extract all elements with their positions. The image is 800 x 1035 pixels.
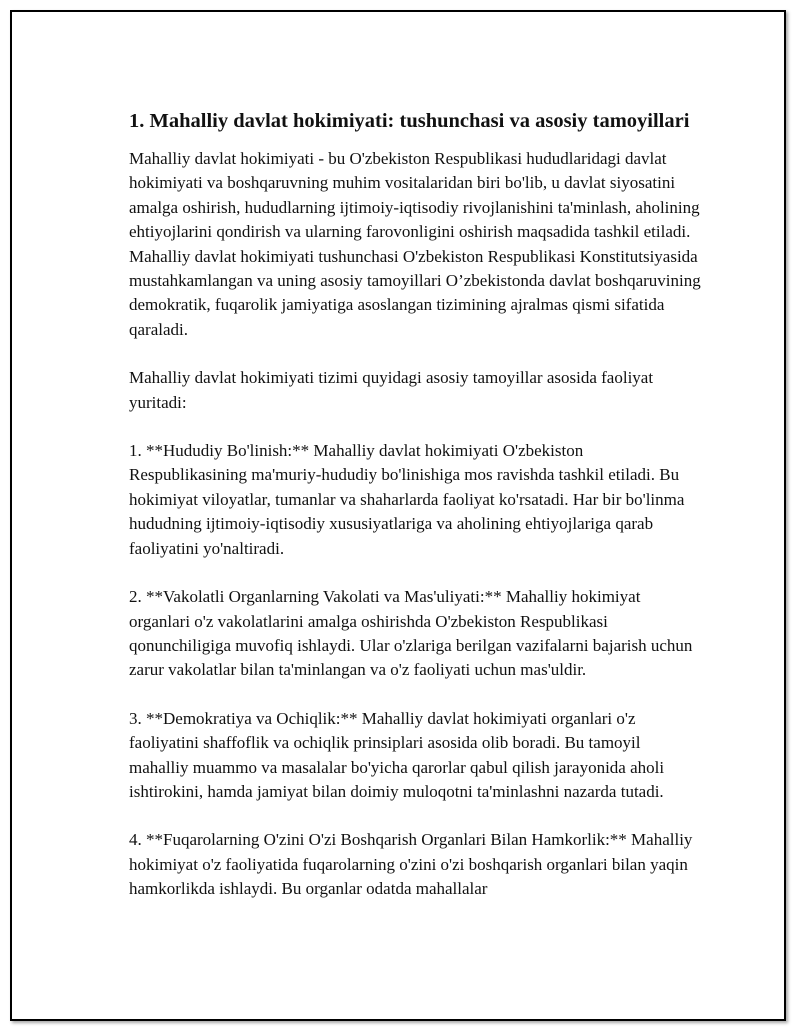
bottom-fade [129, 899, 704, 933]
paragraph-principle-1: 1. **Hududiy Bo'linish:** Mahalliy davlat hokimiyati O'zbekiston Respublikasining ma'muriy-hududiy bo'linishiga mos ravishda tashkil etiladi. Bu hokimiyat viloyatlar, tumanlar va shaharlarda faoliyat ko'rsatadi. Har bir bo'linma hududning ijtimoiy-iqtisodiy xususiyatlariga va aholining ehtiyojlariga qarab faoliyatini yo'naltiradi. [129, 441, 685, 558]
document-body [129, 108, 704, 933]
paragraph-principle-3: 3. **Demokratiya va Ochiqlik:** Mahalliy davlat hokimiyati organlari o'z faoliyatini shaffoflik va ochiqlik prinsiplari asosida olib boradi. Bu tamoyil mahalliy muammo va masalalar bo'yicha qarorlar qabul qilish jarayonida aholi ishtirokini, hamda jamiyat bilan doimiy muloqotni ta'minlashni nazarda tutadi. [129, 708, 665, 801]
document-page [10, 10, 786, 1021]
paragraph-principle-4: 4. **Fuqarolarning O'zini O'zi Boshqarish Organlari Bilan Hamkorlik:** Mahalliy hokimiyat o'z faoliyatida fuqarolarning o'zini o'zi boshqarish organlari bilan yaqin hamkorlikda ishlaydi. Bu organlar odatda mahallalar [129, 830, 693, 899]
paragraph-principles-lead: Mahalliy davlat hokimiyati tizimi quyidagi asosiy tamoyillar asosida faoliyat yuritadi: [129, 368, 654, 412]
paragraph-intro: Mahalliy davlat hokimiyati - bu O'zbekiston Respublikasi hududlaridagi davlat hokimiyati va boshqaruvning muhim vositalaridan biri bo'lib, u davlat siyosatini amalga oshirish, hududlarning ijtimoiy-iqtisodiy rivojlanishini ta'minlash, aholining ehtiyojlarini qondirish va ularning farovonligini oshirish maqsadida tashkil etiladi. Mahalliy davlat hokimiyati tushunchasi O'zbekiston Respublikasi Konstitutsiyasida mustahkamlangan va uning asosiy tamoyillari O’zbekistonda davlat boshqaruvining demokratik, fuqarolik jamiyatiga asoslangan tizimining ajralmas qismi sifatida qaraladi. [129, 149, 701, 339]
document-title: 1. Mahalliy davlat hokimiyati: tushunchasi va asosiy tamoyillari [129, 110, 690, 132]
paragraph-principle-2: 2. **Vakolatli Organlarning Vakolati va Mas'uliyati:** Mahalliy hokimiyat organlari o'z vakolatlarini amalga oshirishda O'zbekiston Respublikasi qonunchiligiga muvofiq ishlaydi. Ular o'zlariga berilgan vazifalarni bajarish uchun zarur vakolatlar bilan ta'minlangan va o'z faoliyati uchun mas'uldir. [129, 587, 693, 680]
